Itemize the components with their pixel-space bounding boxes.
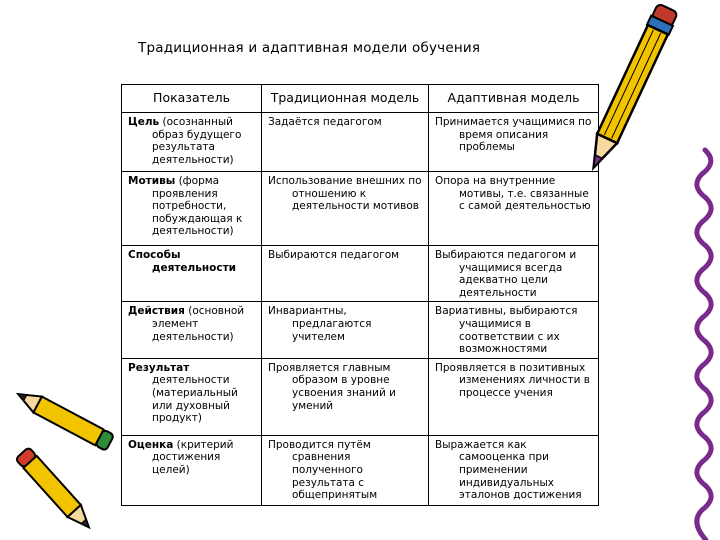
indicator-description: (основной элемент деятельности) (152, 305, 245, 343)
table-row (122, 246, 599, 302)
row-indicator (122, 246, 262, 302)
crossed-pencils-icon (0, 425, 125, 540)
indicator-description: деятельности (материальный или духовный продукт) (152, 374, 238, 425)
header-adaptive: Адаптивная модель (429, 85, 599, 113)
adaptive-cell: Выбираются педагогом и учащимися всегда адекватно цели деятельности (429, 246, 599, 302)
adaptive-cell: Опора на внутренние мотивы, т.е. связанные с самой деятельностью (429, 172, 599, 246)
row-indicator (122, 113, 262, 172)
row-indicator (122, 435, 262, 505)
table-row (122, 435, 599, 505)
table-header-row (122, 85, 599, 113)
traditional-cell: Проводится путём сравнения полученного результата с общепринятым (262, 435, 429, 505)
table-row (122, 358, 599, 435)
page-title: Традиционная и адаптивная модели обучения (138, 40, 481, 56)
adaptive-cell: Проявляется в позитивных изменениях личности в процессе учения (429, 358, 599, 435)
traditional-cell: Инвариантны, предлагаются учителем (262, 302, 429, 358)
adaptive-cell: Принимается учащимися по время описания проблемы (429, 113, 599, 172)
traditional-cell: Использование внешних по отношению к деятельности мотивов (262, 172, 429, 246)
row-indicator (122, 172, 262, 246)
squiggle-line (690, 150, 720, 540)
comparison-table (121, 84, 599, 506)
indicator-term: Результат (128, 361, 190, 374)
table-row (122, 113, 599, 172)
indicator-term: Цель (128, 116, 160, 128)
traditional-cell: Выбираются педагогом (262, 246, 429, 302)
table-row (122, 302, 599, 358)
row-indicator (122, 302, 262, 358)
header-traditional: Традиционная модель (262, 85, 429, 113)
indicator-description: (форма проявления потребности, побуждающая к деятельности) (152, 175, 243, 238)
header-indicator: Показатель (122, 85, 262, 113)
indicator-description: (осознанный образ будущего результата деятельности) (152, 116, 242, 166)
indicator-term: Оценка (128, 438, 174, 451)
traditional-cell: Проявляется главным образом в уровне усвоения знаний и умений (262, 358, 429, 435)
adaptive-cell: Выражается как самооценка при применении индивидуальных эталонов достижения (429, 435, 599, 505)
indicator-term: Способы деятельности (128, 249, 237, 274)
indicator-description: (критерий достижения целей) (152, 438, 234, 476)
indicator-term: Мотивы (128, 175, 176, 187)
traditional-cell: Задаётся педагогом (262, 113, 429, 172)
adaptive-cell: Вариативны, выбираются учащимися в соответствии с их возможностями (429, 302, 599, 358)
indicator-term: Действия (128, 305, 185, 318)
row-indicator (122, 358, 262, 435)
table-row (122, 172, 599, 246)
